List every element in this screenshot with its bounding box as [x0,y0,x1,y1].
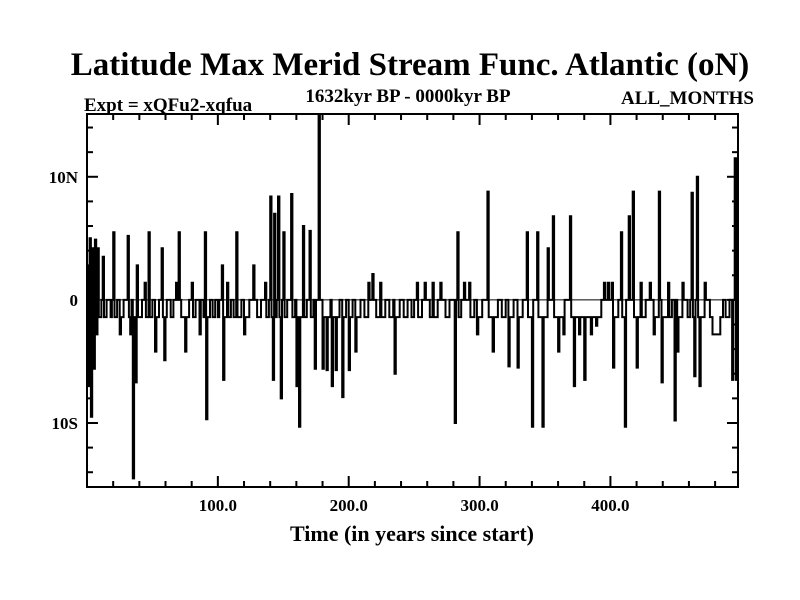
x-axis-title: Time (in years since start) [290,521,534,546]
x-tick-label: 100.0 [198,496,237,515]
y-tick-label: 10S [51,413,78,433]
data-series-path [87,114,738,478]
months-label: ALL_MONTHS [620,88,754,109]
experiment-label: Expt = xQFu2-xqfua [84,95,253,116]
x-tick-label: 400.0 [591,496,630,515]
x-tick-label: 200.0 [329,496,368,515]
page-title: Latitude Max Merid Stream Func. Atlantic (oN) [70,47,750,83]
x-tick-label: 300.0 [460,496,499,515]
y-tick-label: 10N [48,167,78,187]
y-tick-label: 0 [69,290,78,310]
period-label: 1632kyr BP - 0000kyr BP [305,86,511,107]
